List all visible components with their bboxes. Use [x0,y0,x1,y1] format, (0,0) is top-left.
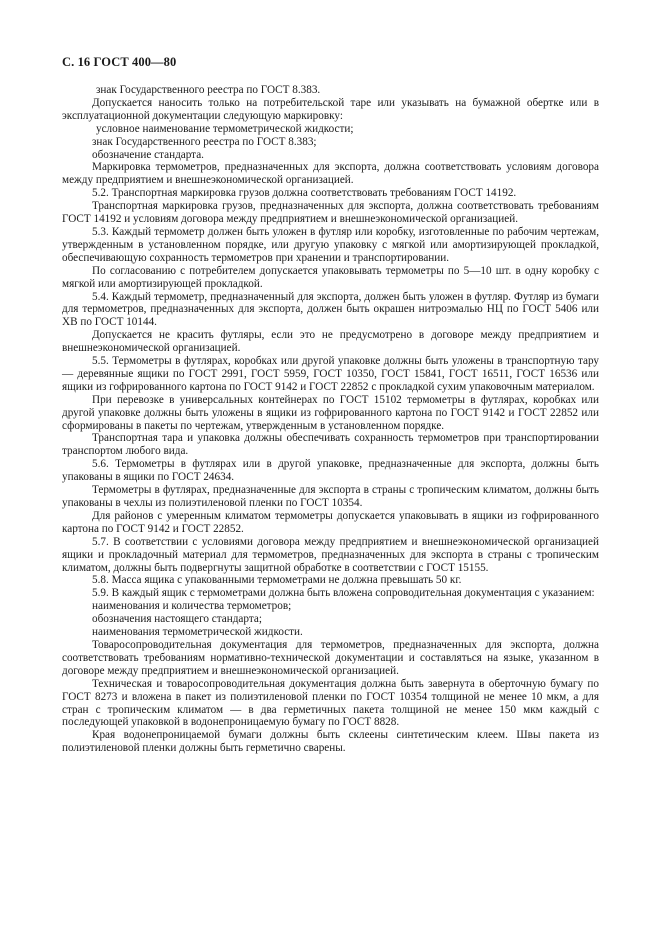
paragraph: При перевозке в универсальных контейнерах по ГОСТ 15102 термометры в футлярах, коробках или другой упаковке должны быть уложены в ящики из гофрированного картона по ГОСТ 9142 и ГОСТ 22852 или сформированы в пакеты по чертежам, утвержденным в установленном порядке. [62,393,599,432]
paragraph: 5.4. Каждый термометр, предназначенный для экспорта, должен быть уложен в футляр. Футляр из бумаги для термометров, предназначенных для экспорта, должен быть окрашен нитроэмалью НЦ по ГОСТ 5406 или ХВ по ГОСТ 10144. [62,290,599,329]
paragraph: 5.2. Транспортная маркировка грузов должна соответствовать требованиям ГОСТ 14192. [92,187,517,200]
paragraph: Края водонепроницаемой бумаги должны быть склеены синтетическим клеем. Швы пакета из полиэтиленовой пленки должны быть герметично сварены. [62,729,599,755]
list-item: обозначение стандарта. [92,148,204,161]
list-item: обозначения настоящего стандарта; [92,613,262,626]
list-item: условное наименование термометрической жидкости; [96,122,354,135]
list-item: наименования термометрической жидкости. [92,626,303,639]
paragraph: Товаросопроводительная документация для термометров, предназначенных для экспорта, должна соответствовать требованиям нормативно-технической документации и составляться на языке, указанном в договоре между предприятием и внешнеэкономической организацией. [62,638,599,677]
paragraph: Маркировка термометров, предназначенных для экспорта, должна соответствовать условиям договора между предприятием и внешнеэкономической организацией. [62,161,599,187]
paragraph: 5.9. В каждый ящик с термометрами должна быть вложена сопроводительная документация с указанием: [92,587,595,600]
page-header: С. 16 ГОСТ 400—80 [62,55,177,69]
paragraph: 5.5. Термометры в футлярах, коробках или другой упаковке должны быть уложены в транспортную тару — деревянные ящики по ГОСТ 2991, ГОСТ 5959, ГОСТ 10350, ГОСТ 15841, ГОСТ 16511, ГОСТ 16536 или ящики из гофрированного картона по ГОСТ 9142 и ГОСТ 22852 с прокладкой сухим упаковочным материалом. [62,355,599,393]
list-item: знак Государственного реестра по ГОСТ 8.383. [96,84,321,96]
list-item: наименования и количества термометров; [92,600,292,613]
paragraph: 5.6. Термометры в футлярах или в другой упаковке, предназначенные для экспорта, должны быть упакованы в ящики по ГОСТ 24634. [62,458,599,484]
paragraph: Термометры в футлярах, предназначенные для экспорта в страны с тропическим климатом, должны быть упакованы в чехлы из полиэтиленовой пленки по ГОСТ 10354. [62,484,599,509]
paragraph: Для районов с умеренным климатом термометры допускается упаковывать в ящики из гофрированного картона по ГОСТ 9142 и ГОСТ 22852. [62,509,599,535]
paragraph: 5.8. Масса ящика с упакованными термометрами не должна превышать 50 кг. [92,574,462,587]
paragraph: Транспортная тара и упаковка должны обеспечивать сохранность термометров при транспортировании транспортом любого вида. [62,432,599,458]
list-item: знак Государственного реестра по ГОСТ 8.383; [92,135,317,148]
paragraph: Техническая и товаросопроводительная документация должна быть завернута в оберточную бумагу по ГОСТ 8273 и вложена в пакет из полиэтиленовой пленки по ГОСТ 10354 толщиной не менее 10 мкм, а для стран с тропическим климатом — в два герметичных пакета толщиной не менее 150 мкм каждый с последующей упаковкой в водонепроницаемую бумагу по ГОСТ 8828. [62,677,599,729]
paragraph: 5.7. В соответствии с условиями договора между предприятием и внешнеэкономической организацией ящики и прокладочный материал для термометров, предназначенных для экспорта в страны с тропическим климатом, должны быть подвергнуты защитной обработке в соответствии с ГОСТ 15155. [62,535,599,574]
paragraph: 5.3. Каждый термометр должен быть уложен в футляр или коробку, изготовленные по рабочим чертежам, утвержденным в установленном порядке, или другую упаковку с мягкой или амортизирующей прокладкой, обеспечивающую сохранность термометров при хранении и транспортировании. [62,225,599,264]
paragraph: По согласованию с потребителем допускается упаковывать термометры по 5—10 шт. в одну коробку с мягкой или амортизирующей прокладкой. [62,264,599,290]
paragraph: Допускается наносить только на потребительской таре или указывать на бумажной обертке или в эксплуатационной документации следующую маркировку: [62,96,599,122]
document-body [62,84,599,755]
paragraph: Транспортная маркировка грузов, предназначенных для экспорта, должна соответствовать требованиям ГОСТ 14192 и условиям договора между предприятием и внешнеэкономической организацией. [62,200,599,226]
paragraph: Допускается не красить футляры, если это не предусмотрено в договоре между предприятием и внешнеэкономической организацией. [62,329,599,355]
